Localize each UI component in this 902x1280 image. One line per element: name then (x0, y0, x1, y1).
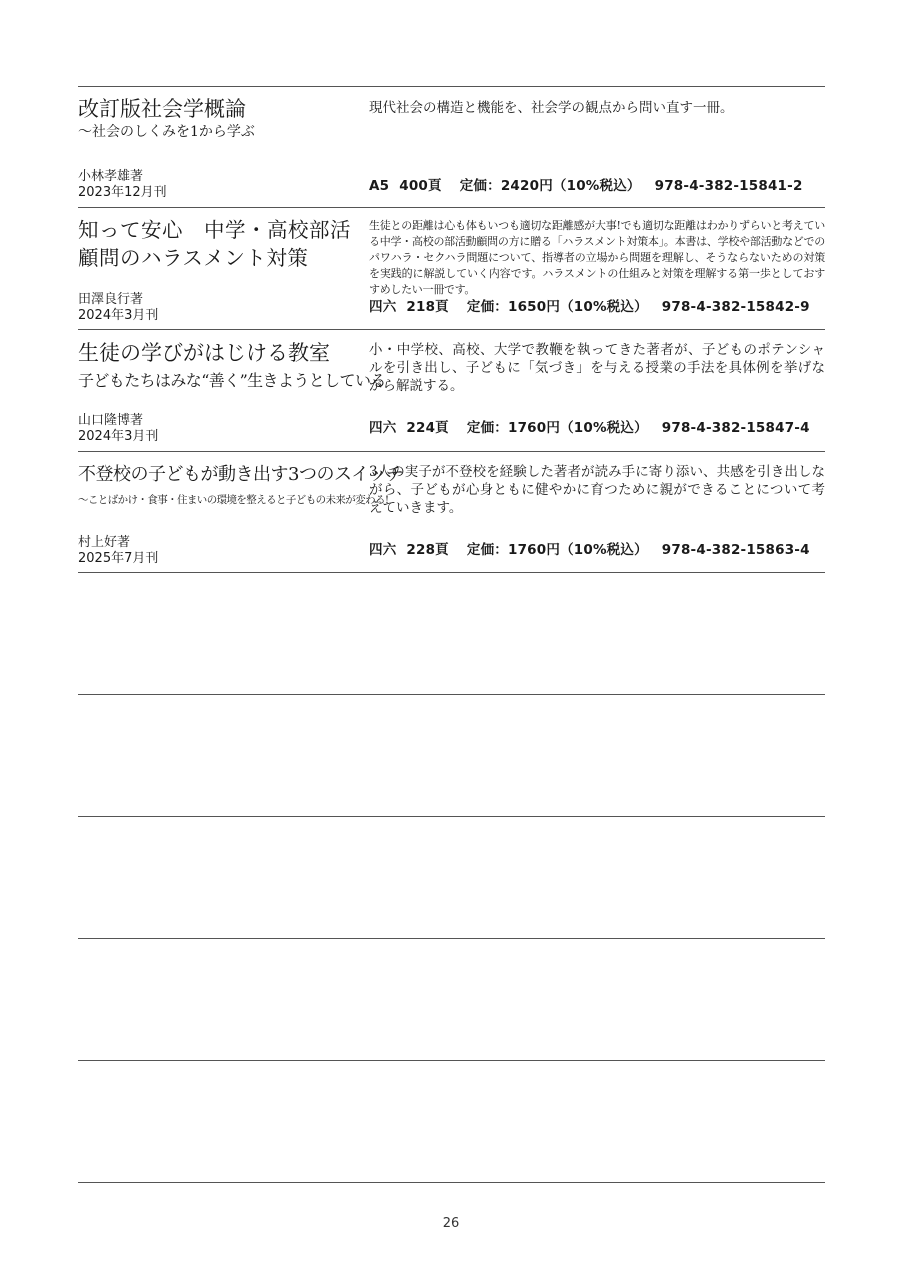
book-specs (369, 541, 825, 559)
divider (78, 451, 825, 452)
divider (78, 1060, 825, 1061)
book-description: 現代社会の構造と機能を、社会学の観点から問い直す一冊。 (369, 100, 734, 116)
book-price: 定価：1650円（10%税込） (466, 299, 648, 315)
book-pages: 218頁 (406, 299, 449, 315)
book-description: 3人の実子が不登校を経験した著者が読み手に寄り添い、共感を引き出しながら、子どもが心身ともに健やかに育つために親ができることについて考えていきます。 (369, 464, 825, 516)
divider (78, 938, 825, 939)
book-price: 定価：2420円（10%税込） (459, 178, 641, 194)
book-specs (369, 177, 825, 195)
divider (78, 694, 825, 695)
divider (78, 329, 825, 330)
book-price: 定価：1760円（10%税込） (466, 420, 648, 436)
book-entry (78, 339, 825, 449)
book-author: 小林孝雄著 (78, 169, 144, 184)
divider (78, 207, 825, 208)
book-date: 2023年12月刊 (78, 185, 167, 200)
book-format: 四六 (369, 299, 397, 315)
book-date: 2024年3月刊 (78, 308, 159, 323)
book-author: 山口隆博著 (78, 413, 144, 428)
book-pages: 400頁 (399, 178, 442, 194)
book-date: 2025年7月刊 (78, 551, 159, 566)
book-price: 定価：1760円（10%税込） (466, 542, 648, 558)
page-number: 26 (442, 1216, 460, 1231)
book-pages: 224頁 (406, 420, 449, 436)
book-author: 田澤良行著 (78, 292, 144, 307)
divider (78, 1182, 825, 1183)
book-title: 不登校の子どもが動き出す3つのスイッチ (78, 464, 404, 485)
book-author: 村上好著 (78, 535, 131, 550)
book-isbn: 978-4-382-15863-4 (661, 542, 810, 558)
book-description: 小・中学校、高校、大学で教鞭を執ってきた著者が、子どものポテンシャルを引き出し、子どもに「気づき」を与える授業の手法を具体例を挙げながら解説する。 (369, 342, 825, 394)
book-date: 2024年3月刊 (78, 429, 159, 444)
book-subtitle: 子どもたちはみな“善く”生きようとしている (78, 371, 386, 390)
divider (78, 572, 825, 573)
divider-top (78, 86, 825, 87)
book-title: 改訂版社会学概論 (78, 97, 246, 121)
book-isbn: 978-4-382-15841-2 (654, 178, 803, 194)
book-description: 生徒との距離は心も体もいつも適切な距離感が大事!でも適切な距離はわかりずらいと考えている中学・高校の部活動顧問の方に贈る「ハラスメント対策本」。本書は、学校や部活動などでのパワハラ・セクハラ問題について、指導者の立場から問題を理解し、そうならないための対策を実践的に解説していく内容です。ハラスメントの仕組みと対策を理解する第一歩としておすすめしたい一冊です。 (369, 219, 825, 296)
book-format: 四六 (369, 420, 397, 436)
book-isbn: 978-4-382-15842-9 (661, 299, 810, 315)
book-pages: 228頁 (406, 542, 449, 558)
book-specs (369, 298, 825, 316)
book-title: 知って安心 中学・高校部活顧問のハラスメント対策 (78, 218, 351, 270)
book-entry (78, 216, 825, 326)
book-entry (78, 95, 825, 205)
book-title: 生徒の学びがはじける教室 (78, 341, 330, 365)
book-subtitle: ～社会のしくみを1から学ぶ (78, 124, 255, 140)
book-format: 四六 (369, 542, 397, 558)
book-entry (78, 461, 825, 571)
book-format: A5 (369, 178, 390, 194)
book-specs (369, 419, 825, 437)
book-isbn: 978-4-382-15847-4 (661, 420, 810, 436)
divider (78, 816, 825, 817)
book-subtitle: ～ことばかけ・食事・住まいの環境を整えると子どもの未来が変わる! (78, 494, 389, 506)
